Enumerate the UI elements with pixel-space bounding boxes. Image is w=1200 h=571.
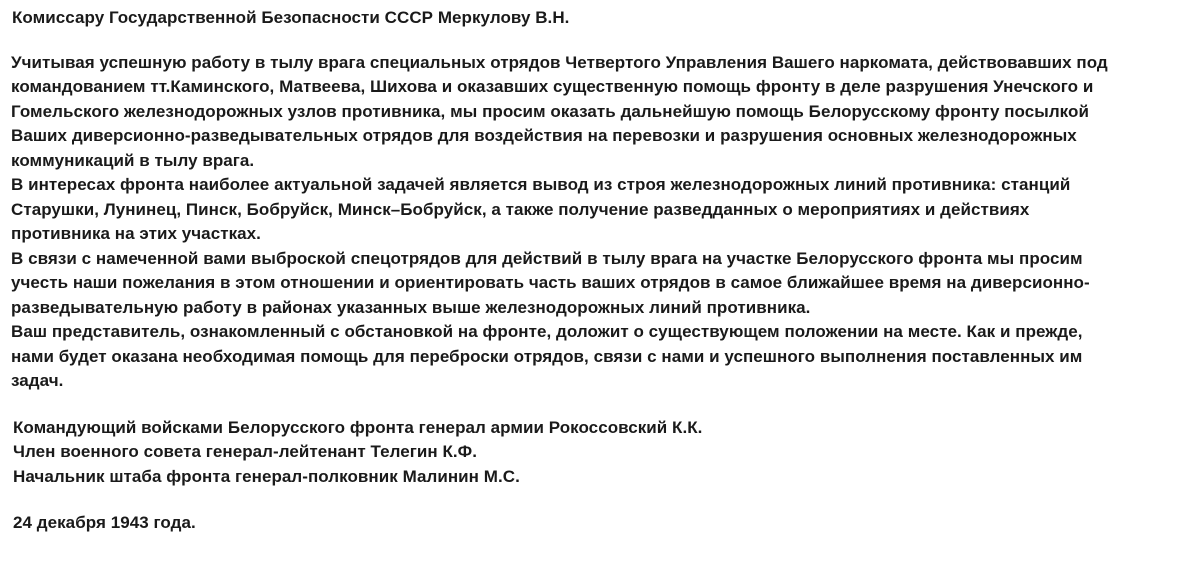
body-line: разведывательную работу в районах указанных выше железнодорожных линий противника.: [11, 297, 811, 317]
body-line: Гомельского железнодорожных узлов противника, мы просим оказать дальнейшую помощь Белорусскому фронту посылкой: [11, 101, 1089, 121]
body-line: учесть наши пожелания в этом отношении и ориентировать часть ваших отрядов в самое ближайшее время на диверсионно-: [11, 273, 1090, 292]
body-line: В связи с намеченной вами выброской спецотрядов для действий в тылу врага на участке Белорусского фронта мы просим: [11, 248, 1083, 268]
body-line: нами будет оказана необходимая помощь для переброски отрядов, связи с нами и успешного выполнения поставленных им: [11, 346, 1083, 366]
signature-line-council-member: Член военного совета генерал-лейтенант Телегин К.Ф.: [13, 442, 477, 461]
signature-line-commander: Командующий войсками Белорусского фронта генерал армии Рокоссовский К.К.: [13, 417, 703, 437]
signature-line-chief-of-staff: Начальник штаба фронта генерал-полковник Малинин М.С.: [13, 466, 520, 486]
body-line: Ваших диверсионно-разведывательных отрядов для воздействия на перевозки и разрушения основных железнодорожных: [11, 126, 1077, 145]
body-line: противника на этих участках.: [11, 224, 261, 243]
body-line: Старушки, Лунинец, Пинск, Бобруйск, Минск–Бобруйск, а также получение разведданных о мероприятиях и действиях: [11, 199, 1030, 219]
body-line: командованием тт.Каминского, Матвеева, Шихова и оказавших существенную помощь фронту в деле разрушения Унечского и: [11, 77, 1094, 96]
letter-body: [11, 51, 1200, 394]
document-date: 24 декабря 1943 года.: [13, 513, 196, 532]
body-line: Учитывая успешную работу в тылу врага специальных отрядов Четвертого Управления Вашего наркомата, действовавших под: [11, 52, 1108, 72]
body-line: задач.: [11, 371, 64, 390]
addressee-line: Комиссару Государственной Безопасности СССР Меркулову В.Н.: [12, 8, 570, 27]
body-line: Ваш представитель, ознакомленный с обстановкой на фронте, доложит о существующем положении на месте. Как и прежде,: [11, 322, 1083, 341]
body-line: В интересах фронта наиболее актуальной задачей является вывод из строя железнодорожных линий противника: станций: [11, 175, 1071, 194]
signature-block: [13, 416, 1200, 490]
body-line: коммуникаций в тылу врага.: [11, 150, 255, 170]
